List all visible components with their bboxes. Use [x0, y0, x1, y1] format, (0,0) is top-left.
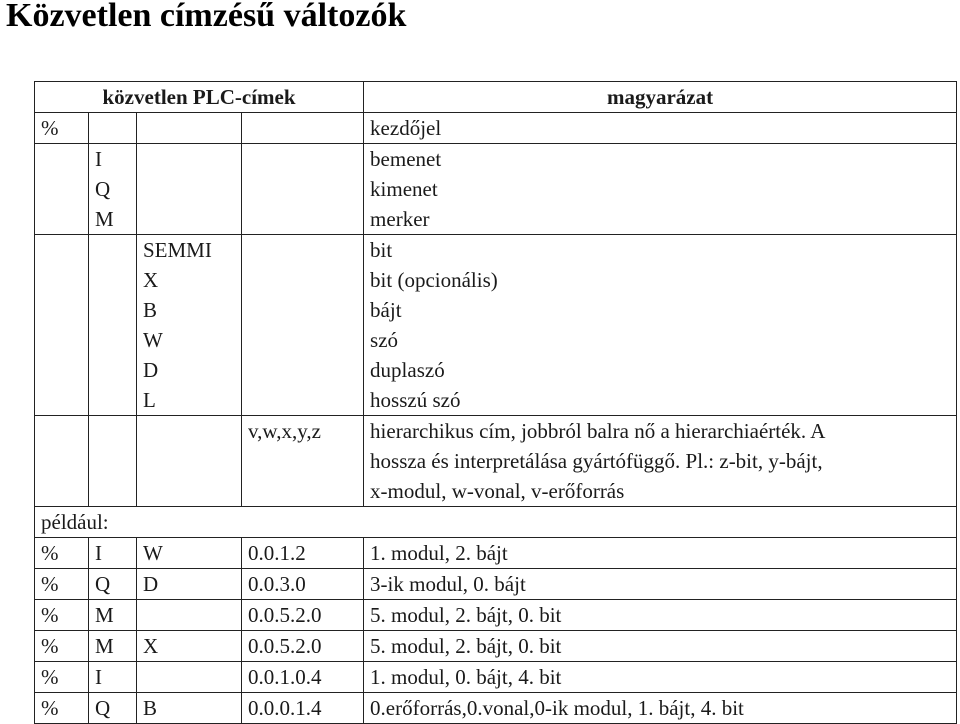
example-size: D	[137, 569, 242, 600]
hierarchy-code: v,w,x,y,z	[242, 416, 364, 507]
example-prefix: %	[35, 538, 89, 569]
area-code: M	[95, 207, 114, 231]
area-codes	[89, 144, 137, 235]
example-address: 0.0.1.0.4	[242, 662, 364, 693]
header-explanation: magyarázat	[364, 82, 957, 113]
hierarchy-line: hierarchikus cím, jobbról balra nő a hierarchiaérték. A	[370, 419, 826, 443]
example-size: W	[137, 538, 242, 569]
example-address: 0.0.5.2.0	[242, 631, 364, 662]
example-prefix: %	[35, 662, 89, 693]
area-explanations	[364, 144, 957, 235]
example-meaning: 3-ik modul, 0. bájt	[364, 569, 957, 600]
hierarchy-explanation	[364, 416, 957, 507]
example-row	[35, 600, 957, 631]
example-row	[35, 693, 957, 724]
example-meaning: 5. modul, 2. bájt, 0. bit	[364, 600, 957, 631]
area-code: I	[95, 147, 102, 171]
size-codes	[137, 235, 242, 416]
area-code: Q	[95, 177, 111, 201]
example-size	[137, 662, 242, 693]
prefix-explanation: kezdőjel	[364, 113, 957, 144]
examples-label: például:	[35, 507, 957, 538]
plc-address-table	[34, 81, 957, 724]
example-area: Q	[89, 569, 137, 600]
example-row	[35, 538, 957, 569]
prefix-row	[35, 113, 957, 144]
header-plc-addresses: közvetlen PLC-címek	[35, 82, 364, 113]
example-address: 0.0.1.2	[242, 538, 364, 569]
size-explanation: bit	[370, 238, 393, 262]
example-meaning: 1. modul, 0. bájt, 4. bit	[364, 662, 957, 693]
hierarchy-row	[35, 416, 957, 507]
example-area: I	[89, 662, 137, 693]
example-meaning: 1. modul, 2. bájt	[364, 538, 957, 569]
size-explanation: duplaszó	[370, 358, 445, 382]
example-meaning: 0.erőforrás,0.vonal,0-ik modul, 1. bájt, 4. bit	[364, 693, 957, 724]
example-prefix: %	[35, 693, 89, 724]
area-explanation: kimenet	[370, 177, 438, 201]
size-code: L	[143, 388, 156, 412]
size-code: B	[143, 298, 158, 322]
example-address: 0.0.5.2.0	[242, 600, 364, 631]
example-area: M	[89, 631, 137, 662]
size-explanation: hosszú szó	[370, 388, 461, 412]
example-area: M	[89, 600, 137, 631]
area-explanation: merker	[370, 207, 430, 231]
examples-label-row	[35, 507, 957, 538]
example-area: I	[89, 538, 137, 569]
example-meaning: 5. modul, 2. bájt, 0. bit	[364, 631, 957, 662]
example-prefix: %	[35, 631, 89, 662]
size-code: X	[143, 268, 159, 292]
example-size: B	[137, 693, 242, 724]
example-row	[35, 662, 957, 693]
example-size	[137, 600, 242, 631]
example-row	[35, 569, 957, 600]
example-prefix: %	[35, 600, 89, 631]
example-size: X	[137, 631, 242, 662]
example-address: 0.0.3.0	[242, 569, 364, 600]
example-area: Q	[89, 693, 137, 724]
header-row	[35, 82, 957, 113]
size-explanation: szó	[370, 328, 399, 352]
prefix-symbol: %	[35, 113, 89, 144]
hierarchy-line: hossza és interpretálása gyártófüggő. Pl.: z-bit, y-bájt,	[370, 449, 823, 473]
area-explanation: bemenet	[370, 147, 442, 171]
example-address: 0.0.0.1.4	[242, 693, 364, 724]
area-row	[35, 144, 957, 235]
size-row	[35, 235, 957, 416]
hierarchy-line: x-modul, w-vonal, v-erőforrás	[370, 479, 625, 503]
size-explanation: bit (opcionális)	[370, 268, 498, 292]
size-explanations	[364, 235, 957, 416]
size-explanation: bájt	[370, 298, 402, 322]
size-code: W	[143, 328, 163, 352]
size-code: SEMMI	[143, 238, 212, 262]
example-prefix: %	[35, 569, 89, 600]
page-title: Közvetlen címzésű változók	[6, 0, 407, 34]
example-row	[35, 631, 957, 662]
size-code: D	[143, 358, 159, 382]
